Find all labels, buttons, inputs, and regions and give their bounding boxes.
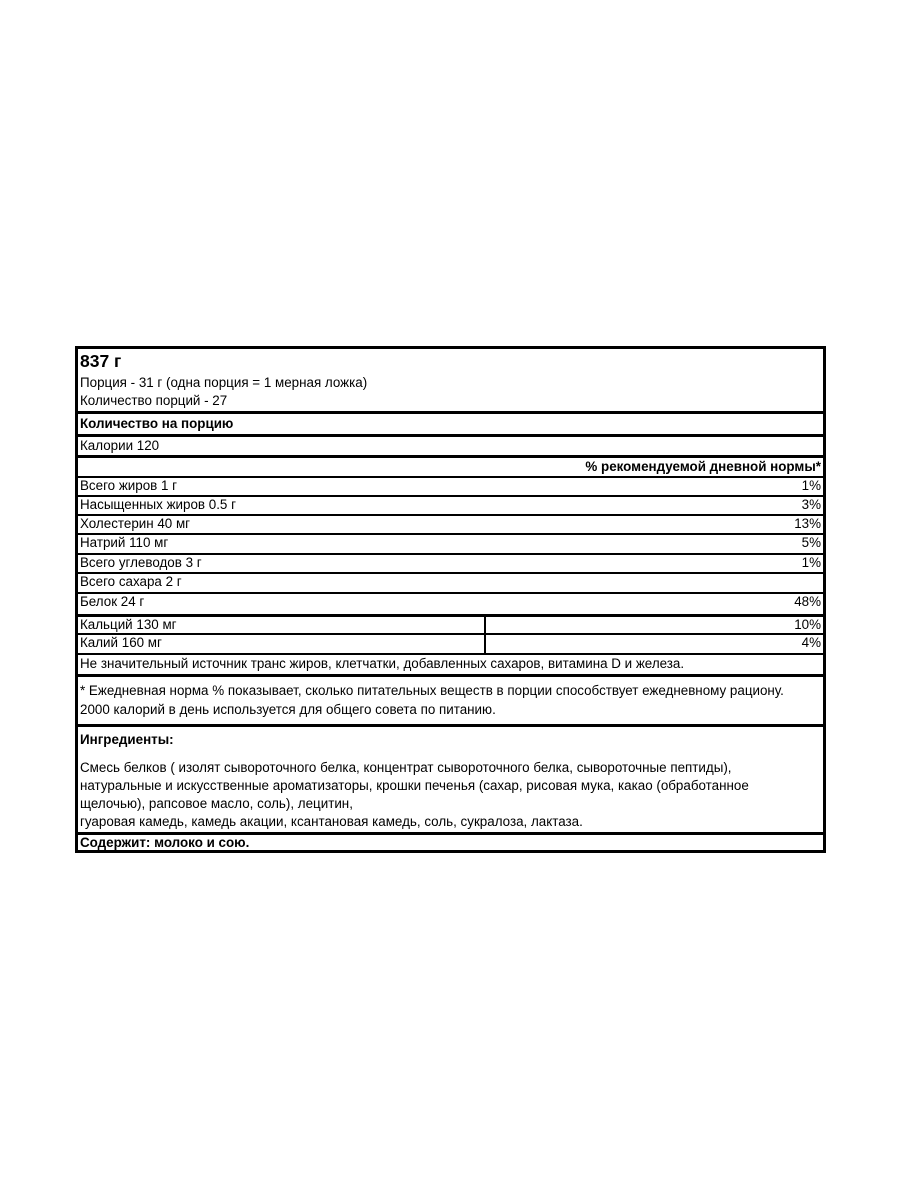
nutrient-label: Насыщенных жиров 0.5 г <box>80 497 236 512</box>
nutrient-label: Холестерин 40 мг <box>80 516 191 531</box>
footnote-row <box>78 674 823 724</box>
nutrient-daily-value: 48% <box>794 594 821 609</box>
mineral-row <box>78 633 823 653</box>
daily-value-footnote: * Ежедневная норма % показывает, сколько питательных веществ в порции способствует ежедневному рациону. 2000 калорий в день используется для общего совета по питанию. <box>80 683 784 717</box>
nutrient-row <box>78 553 823 572</box>
servings-count: Количество порций - 27 <box>80 393 228 408</box>
mineral-row <box>78 614 823 633</box>
nutrient-label: Всего углеводов 3 г <box>80 555 202 570</box>
nutrient-label: Белок 24 г <box>80 594 145 609</box>
serving-size: Порция - 31 г (одна порция = 1 мерная ложка) <box>80 375 368 390</box>
not-significant-row <box>78 653 823 674</box>
nutrient-row <box>78 514 823 533</box>
mineral-label: Кальций 130 мг <box>80 617 177 632</box>
ingredients-line: натуральные и искусственные ароматизаторы, крошки печенья (сахар, рисовая мука, какао (обработанное <box>80 778 749 793</box>
amount-per-serving: Количество на порцию <box>80 416 234 431</box>
nutrient-label: Всего жиров 1 г <box>80 478 178 493</box>
mineral-daily-value: 4% <box>801 635 821 650</box>
calories: Калории 120 <box>80 438 160 453</box>
nutrient-daily-value: 5% <box>801 535 821 550</box>
daily-value-header: % рекомендуемой дневной нормы* <box>585 459 821 474</box>
nutrient-row <box>78 533 823 553</box>
ingredients-line: гуаровая камедь, камедь акации, ксантановая камедь, соль, сукралоза, лактаза. <box>80 814 583 829</box>
calories-row <box>78 434 823 455</box>
nutrient-daily-value: 1% <box>801 478 821 493</box>
mineral-label: Калий 160 мг <box>80 635 162 650</box>
nutrient-daily-value: 3% <box>801 497 821 512</box>
nutrient-daily-value: 1% <box>801 555 821 570</box>
not-significant-note: Не значительный источник транс жиров, клетчатки, добавленных сахаров, витамина D и железа. <box>80 656 685 671</box>
nutrient-label: Натрий 110 мг <box>80 535 169 550</box>
ingredients-title: Ингредиенты: <box>80 732 174 747</box>
nutrient-label: Всего сахара 2 г <box>80 574 182 589</box>
allergen-statement: Содержит: молоко и сою. <box>80 835 250 850</box>
amount-per-serving-row <box>78 411 823 434</box>
allergen-row <box>78 832 823 850</box>
nutrient-row <box>78 476 823 495</box>
ingredients-section <box>78 724 823 832</box>
nutrition-facts-label <box>75 346 826 853</box>
nutrient-row <box>78 572 823 592</box>
package-weight: 837 г <box>80 351 122 371</box>
nutrient-row <box>78 592 823 614</box>
label-header <box>78 349 823 411</box>
nutrient-daily-value: 13% <box>794 516 821 531</box>
daily-value-header-row <box>78 455 823 476</box>
ingredients-line: Смесь белков ( изолят сывороточного белка, концентрат сывороточного белка, сывороточные пептиды), <box>80 760 732 775</box>
ingredients-line: щелочью), рапсовое масло, соль), лецитин, <box>80 796 353 811</box>
nutrient-row <box>78 495 823 514</box>
mineral-daily-value: 10% <box>794 617 821 632</box>
